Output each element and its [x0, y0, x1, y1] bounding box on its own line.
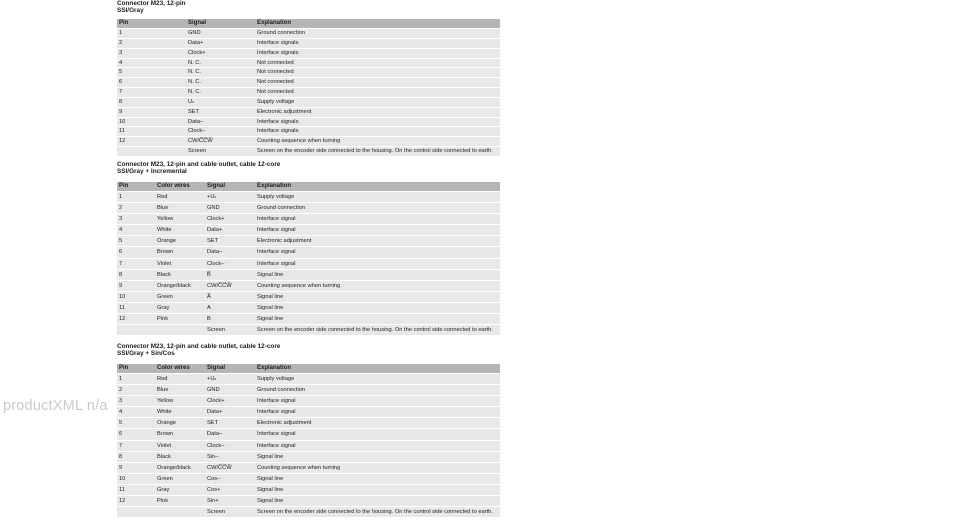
- cell-explanation: Signal line: [257, 271, 284, 278]
- cell-pin: 6: [119, 79, 123, 86]
- section-ssi-gray-sin-cos: [117, 343, 500, 518]
- col-header-signal: Signal: [207, 183, 226, 189]
- table-row: [117, 137, 500, 146]
- section-title: Connector M23, 12-pin: [117, 0, 186, 7]
- cell-color-wires: Red: [157, 376, 168, 382]
- cell-signal: Data–: [207, 431, 223, 438]
- section-subtitle: SSI/Gray: [117, 7, 144, 14]
- cell-pin: 10: [119, 118, 126, 125]
- cell-signal: Clock+: [207, 216, 225, 223]
- cell-explanation: Interface signal: [257, 409, 296, 416]
- cell-signal: N. C.: [188, 69, 201, 76]
- table-row: [117, 214, 500, 224]
- table-row: [117, 407, 500, 417]
- cell-color-wires: Green: [157, 475, 173, 482]
- cell-explanation: Interface signal: [257, 260, 296, 267]
- cell-explanation: Not connected: [257, 79, 294, 86]
- cell-signal: Screen: [188, 148, 207, 155]
- pin-table-ssi-gray: [117, 19, 500, 156]
- section-title: Connector M23, 12-pin and cable outlet, cable 12-core: [117, 161, 281, 168]
- cell-signal: CW/C̅C̅W̅: [207, 464, 232, 471]
- cell-signal: Data+: [207, 409, 223, 416]
- cell-color-wires: Red: [157, 194, 168, 200]
- cell-color-wires: Yellow: [157, 216, 174, 223]
- cell-pin: 1: [119, 194, 123, 200]
- col-header-color-wires: Color wires: [157, 365, 190, 371]
- col-header-explanation: Explanation: [257, 183, 292, 189]
- table-row: [117, 452, 500, 462]
- cell-explanation: Interface signals: [257, 39, 299, 46]
- table-row: [117, 236, 500, 246]
- table-header-row: [117, 364, 500, 373]
- table-row: [117, 247, 500, 257]
- table-row: [117, 127, 500, 136]
- table-row: [117, 507, 500, 517]
- table-row: [117, 118, 500, 127]
- section-title-block: [117, 161, 500, 175]
- cell-pin: 6: [119, 249, 123, 256]
- cell-pin: 5: [119, 238, 123, 245]
- cell-color-wires: Orange/black: [157, 282, 191, 289]
- cell-signal: Data–: [188, 118, 204, 125]
- cell-explanation: Signal line: [257, 486, 284, 493]
- cell-pin: 8: [119, 271, 123, 278]
- cell-pin: 4: [119, 409, 123, 416]
- cell-explanation: Ground connection: [257, 30, 306, 36]
- cell-pin: [117, 147, 186, 156]
- cell-color-wires: Orange: [157, 420, 176, 427]
- cell-signal: Cos+: [207, 486, 221, 493]
- cell-explanation: Signal line: [257, 304, 284, 311]
- section-title-block: [117, 0, 500, 14]
- cell-color-wires: Pink: [157, 316, 169, 323]
- table-row: [117, 429, 500, 439]
- cell-signal: Data–: [207, 249, 223, 256]
- table-header-row: [117, 19, 500, 28]
- cell-pin: 6: [119, 431, 123, 438]
- cell-explanation: Interface signal: [257, 227, 296, 234]
- cell-explanation: Not connected: [257, 59, 294, 66]
- cell-color-wires: [155, 507, 205, 517]
- cell-signal: A̅: [207, 293, 211, 300]
- cell-pin: 2: [119, 205, 123, 212]
- table-row: [117, 314, 500, 324]
- table-row: [117, 68, 500, 77]
- cell-signal: Sin–: [207, 453, 219, 460]
- col-header-signal: Signal: [207, 365, 226, 371]
- table-row: [117, 29, 500, 38]
- cell-signal: Uₛ: [188, 98, 195, 105]
- cell-pin: 9: [119, 282, 123, 289]
- table-row: [117, 88, 500, 97]
- cell-signal: SET: [207, 238, 219, 245]
- cell-pin: 12: [119, 138, 126, 145]
- cell-color-wires: Gray: [157, 304, 170, 311]
- cell-signal: Screen: [207, 509, 226, 516]
- cell-pin: 11: [119, 304, 125, 311]
- col-header-pin: Pin: [119, 20, 129, 26]
- cell-explanation: Interface signals: [257, 128, 299, 135]
- col-header-pin: Pin: [119, 365, 129, 371]
- cell-pin: 7: [119, 89, 123, 96]
- table-row: [117, 98, 500, 107]
- table-row: [117, 496, 500, 506]
- table-row: [117, 441, 500, 451]
- section-title-block: [117, 343, 500, 357]
- cell-pin: [117, 507, 155, 517]
- cell-signal: SET: [188, 108, 200, 115]
- cell-signal: Cos–: [207, 475, 221, 482]
- cell-color-wires: Yellow: [157, 398, 174, 405]
- cell-signal: A: [207, 304, 211, 311]
- cell-signal: GND: [207, 387, 220, 394]
- table-row: [117, 396, 500, 406]
- section-ssi-gray-incremental: [117, 161, 500, 336]
- cell-pin: 12: [119, 498, 126, 505]
- cell-color-wires: Black: [157, 271, 171, 278]
- table-row: [117, 203, 500, 213]
- cell-pin: 9: [119, 108, 123, 115]
- table-row: [117, 49, 500, 58]
- cell-color-wires: Blue: [157, 387, 169, 394]
- table-row: [117, 192, 500, 202]
- cell-signal: Clock–: [207, 442, 225, 449]
- cell-explanation: Interface signal: [257, 216, 296, 223]
- cell-pin: [117, 325, 155, 335]
- cell-color-wires: Gray: [157, 486, 170, 493]
- cell-signal: Data+: [207, 227, 223, 234]
- table-row: [117, 374, 500, 384]
- table-header-row: [117, 182, 500, 191]
- table-row: [117, 270, 500, 280]
- section-ssi-gray: [117, 0, 500, 157]
- section-title: Connector M23, 12-pin and cable outlet, cable 12-core: [117, 343, 281, 350]
- cell-explanation: Counting sequence when turning: [257, 464, 341, 471]
- cell-explanation: Counting sequence when turning: [257, 282, 341, 289]
- table-row: [117, 39, 500, 48]
- cell-signal: Clock–: [207, 260, 225, 267]
- cell-explanation: Signal line: [257, 293, 284, 300]
- cell-explanation: Signal line: [257, 316, 284, 323]
- cell-signal: CW/C̅C̅W̅: [188, 138, 213, 145]
- cell-color-wires: Green: [157, 293, 173, 300]
- cell-signal: N. C.: [188, 79, 201, 86]
- cell-explanation: Counting sequence when turning: [257, 138, 341, 145]
- cell-signal: Sin+: [207, 498, 219, 505]
- cell-pin: 8: [119, 453, 123, 460]
- cell-signal: Screen: [207, 327, 226, 334]
- cell-explanation: Ground connection: [257, 205, 306, 212]
- cell-signal: +Uₛ: [207, 376, 217, 382]
- table-row: [117, 303, 500, 313]
- cell-color-wires: Violet: [157, 260, 172, 267]
- section-subtitle: SSI/Gray + Incremental: [117, 168, 187, 175]
- col-header-explanation: Explanation: [257, 365, 292, 371]
- col-header-pin: Pin: [119, 183, 129, 189]
- cell-pin: 12: [119, 316, 126, 323]
- cell-explanation: Screen on the encoder side connected to the housing. On the control side connected to earth.: [257, 148, 493, 155]
- table-row: [117, 485, 500, 495]
- table-row: [117, 225, 500, 235]
- cell-pin: 7: [119, 260, 123, 267]
- cell-pin: 1: [119, 376, 123, 382]
- cell-pin: 3: [119, 49, 123, 56]
- cell-explanation: Signal line: [257, 498, 284, 505]
- cell-pin: 4: [119, 59, 123, 66]
- cell-pin: 2: [119, 39, 123, 46]
- cell-color-wires: Violet: [157, 442, 172, 449]
- cell-signal: B̅: [207, 271, 211, 278]
- cell-signal: Clock+: [188, 49, 206, 56]
- cell-color-wires: Pink: [157, 498, 169, 505]
- cell-color-wires: Blue: [157, 205, 169, 212]
- cell-pin: 1: [119, 30, 123, 36]
- cell-color-wires: White: [157, 227, 172, 234]
- cell-explanation: Supply voltage: [257, 376, 295, 382]
- cell-color-wires: [155, 325, 205, 335]
- cell-explanation: Interface signals: [257, 118, 299, 125]
- cell-color-wires: Black: [157, 453, 171, 460]
- cell-explanation: Screen on the encoder side connected to the housing. On the control side connected to earth.: [257, 509, 493, 516]
- cell-explanation: Electronic adjustment: [257, 108, 312, 115]
- table-row: [117, 147, 500, 156]
- cell-explanation: Signal line: [257, 453, 284, 460]
- watermark-product-xml: productXML n/a: [3, 398, 108, 414]
- cell-pin: 3: [119, 398, 123, 405]
- table-row: [117, 108, 500, 117]
- cell-signal: +Uₛ: [207, 194, 217, 200]
- cell-signal: Clock+: [207, 398, 225, 405]
- cell-explanation: Supply voltage: [257, 194, 295, 200]
- cell-signal: Clock–: [188, 128, 206, 135]
- cell-explanation: Interface signals: [257, 49, 299, 56]
- cell-pin: 10: [119, 293, 126, 300]
- cell-explanation: Not connected: [257, 89, 294, 96]
- cell-pin: 11: [119, 128, 125, 135]
- cell-pin: 3: [119, 216, 123, 223]
- cell-explanation: Interface signal: [257, 398, 296, 405]
- cell-explanation: Electronic adjustment: [257, 238, 312, 245]
- cell-pin: 5: [119, 69, 123, 76]
- table-row: [117, 385, 500, 395]
- pin-table-ssi-gray-sin-cos: [117, 364, 500, 517]
- table-row: [117, 281, 500, 291]
- cell-signal: GND: [188, 30, 201, 36]
- cell-signal: N. C.: [188, 89, 201, 96]
- cell-signal: N. C.: [188, 59, 201, 66]
- cell-pin: 11: [119, 486, 125, 493]
- cell-pin: 5: [119, 420, 123, 427]
- cell-signal: GND: [207, 205, 220, 212]
- section-subtitle: SSI/Gray + Sin/Cos: [117, 350, 175, 357]
- col-header-signal: Signal: [188, 20, 207, 26]
- cell-color-wires: Orange: [157, 238, 176, 245]
- cell-color-wires: Brown: [157, 249, 174, 256]
- cell-signal: CW/C̅C̅W̅: [207, 282, 232, 289]
- cell-pin: 9: [119, 464, 123, 471]
- cell-color-wires: White: [157, 409, 172, 416]
- cell-signal: B: [207, 316, 211, 323]
- cell-explanation: Not connected: [257, 69, 294, 76]
- cell-explanation: Interface signal: [257, 442, 296, 449]
- cell-pin: 8: [119, 98, 123, 105]
- table-row: [117, 292, 500, 302]
- pin-table-ssi-gray-incremental: [117, 182, 500, 335]
- cell-explanation: Ground connection: [257, 387, 306, 394]
- cell-explanation: Interface signal: [257, 249, 296, 256]
- cell-color-wires: Brown: [157, 431, 174, 438]
- table-row: [117, 463, 500, 473]
- cell-signal: Data+: [188, 39, 204, 46]
- table-row: [117, 474, 500, 484]
- table-row: [117, 259, 500, 269]
- cell-pin: 7: [119, 442, 123, 449]
- cell-color-wires: Orange/black: [157, 464, 191, 471]
- cell-explanation: Signal line: [257, 475, 284, 482]
- cell-signal: SET: [207, 420, 219, 427]
- table-row: [117, 418, 500, 428]
- cell-explanation: Electronic adjustment: [257, 420, 312, 427]
- table-row: [117, 78, 500, 87]
- cell-explanation: Supply voltage: [257, 98, 295, 105]
- cell-pin: 10: [119, 475, 126, 482]
- col-header-color-wires: Color wires: [157, 183, 190, 189]
- col-header-explanation: Explanation: [257, 20, 292, 26]
- table-row: [117, 59, 500, 68]
- cell-pin: 4: [119, 227, 123, 234]
- cell-explanation: Interface signal: [257, 431, 296, 438]
- table-row: [117, 325, 500, 335]
- cell-explanation: Screen on the encoder side connected to the housing. On the control side connected to earth.: [257, 327, 493, 334]
- cell-pin: 2: [119, 387, 123, 394]
